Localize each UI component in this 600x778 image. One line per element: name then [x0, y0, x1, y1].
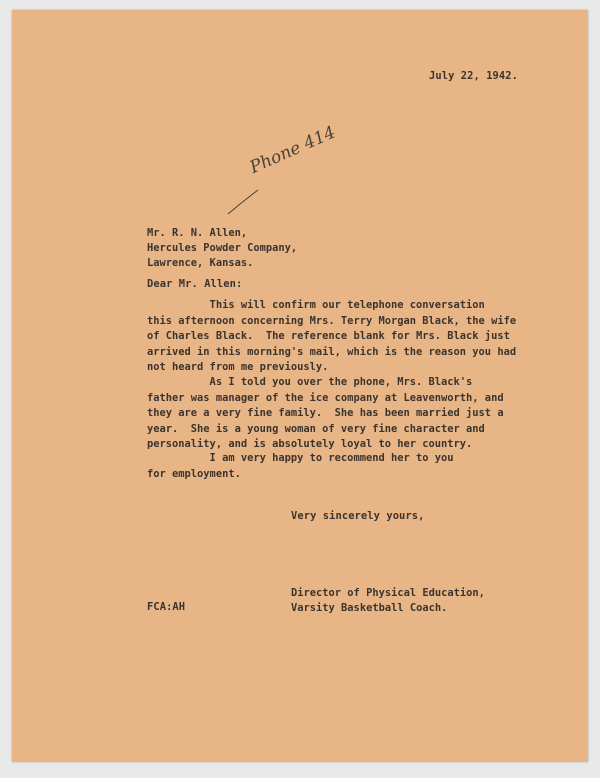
text-line: I am very happy to recommend her to you: [147, 452, 454, 464]
text-line: not heard from me previously.: [147, 361, 329, 374]
handwritten-note: Phone 414: [246, 122, 339, 178]
recipient-line: Mr. R. N. Allen,: [147, 227, 248, 239]
signature-block: [291, 586, 485, 616]
handwritten-stroke: [226, 178, 266, 218]
closing: Very sincerely yours,: [291, 510, 425, 522]
paragraph-1: [147, 298, 516, 376]
typist-initials: FCA:AH: [147, 601, 186, 613]
text-line: This will confirm our telephone conversation: [147, 299, 485, 311]
text-line: of Charles Black. The reference blank for Mrs. Black just: [147, 330, 510, 343]
signature-title-line: Director of Physical Education,: [291, 587, 485, 599]
salutation: Dear Mr. Allen:: [147, 278, 243, 290]
paragraph-3: [147, 451, 454, 482]
text-line: for employment.: [147, 467, 241, 480]
text-line: year. She is a young woman of very fine character and: [147, 422, 485, 435]
text-line: this afternoon concerning Mrs. Terry Morgan Black, the wife: [147, 314, 517, 327]
recipient-line: Hercules Powder Company,: [147, 241, 298, 254]
text-line: personality, and is absolutely loyal to her country.: [147, 438, 473, 451]
paragraph-2: [147, 375, 504, 453]
recipient-address: [147, 226, 297, 270]
text-line: As I told you over the phone, Mrs. Black's: [147, 376, 473, 388]
text-line: arrived in this morning's mail, which is the reason you had: [147, 345, 517, 358]
letter-date: July 22, 1942.: [429, 70, 518, 82]
text-line: they are a very fine family. She has been married just a: [147, 407, 504, 420]
recipient-line: Lawrence, Kansas.: [147, 256, 254, 269]
signature-title-line: Varsity Basketball Coach.: [291, 601, 448, 614]
text-line: father was manager of the ice company at Leavenworth, and: [147, 391, 504, 404]
